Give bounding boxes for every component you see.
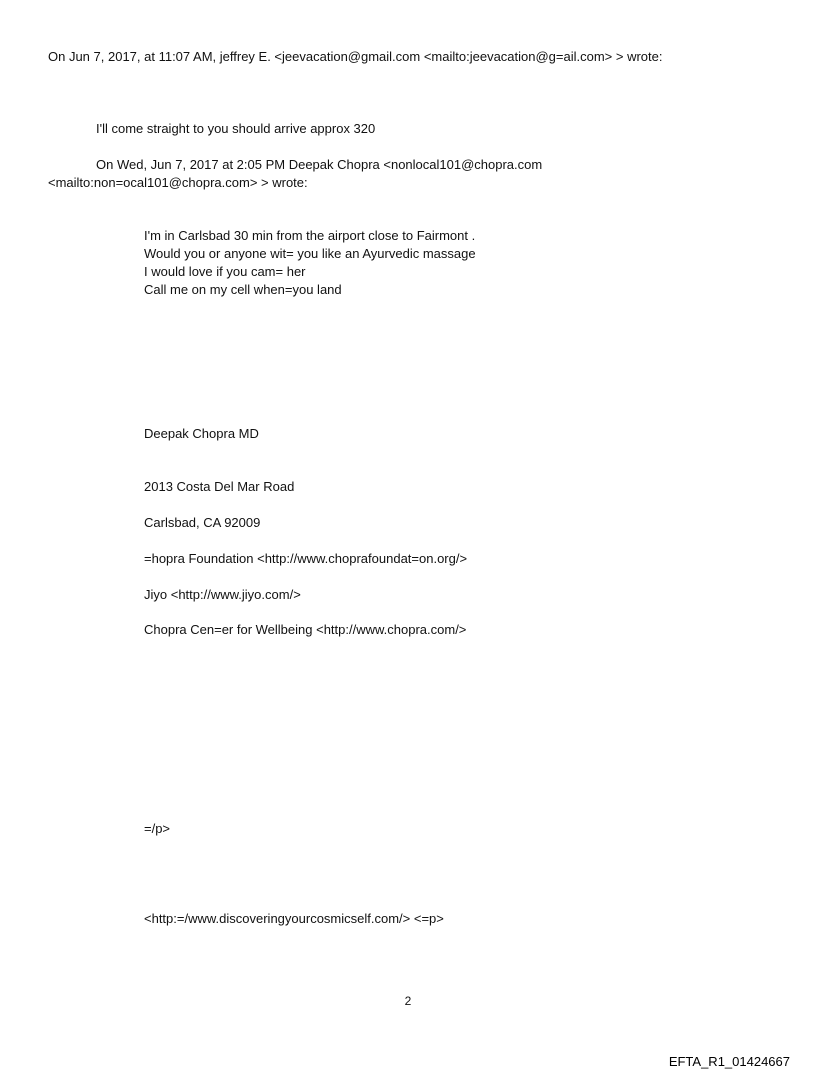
message-line-4: Call me on my cell when=you land xyxy=(144,282,342,297)
page-number: 2 xyxy=(404,994,412,1008)
html-artifact-1: =/p> xyxy=(144,821,171,836)
signature-link-foundation: =hopra Foundation <http://www.choprafoundat=on.org/> xyxy=(144,551,468,566)
html-artifact-2: <http:=/www.discoveringyourcosmicself.com/> <=p> xyxy=(144,911,444,926)
outer-email-header: On Jun 7, 2017, at 11:07 AM, jeffrey E. <jeevacation@gmail.com <mailto:jeevacation@g=ail.com> > wrote: xyxy=(48,49,663,64)
document-id: EFTA_R1_01424667 xyxy=(668,1054,790,1069)
message-line-1: I'm in Carlsbad 30 min from the airport close to Fairmont . xyxy=(144,228,476,243)
message-line-3: I would love if you cam= her xyxy=(144,264,306,279)
signature-link-chopra-center: Chopra Cen=er for Wellbeing <http://www.chopra.com/> xyxy=(144,622,467,637)
signature-link-jiyo: Jiyo <http://www.jiyo.com/> xyxy=(144,587,301,602)
signature-address-line-2: Carlsbad, CA 92009 xyxy=(144,515,261,530)
quoted-header-line-2: <mailto:non=ocal101@chopra.com> > wrote: xyxy=(48,175,308,190)
reply-text: I'll come straight to you should arrive approx 320 xyxy=(96,121,376,136)
signature-name: Deepak Chopra MD xyxy=(144,426,259,441)
signature-address-line-1: 2013 Costa Del Mar Road xyxy=(144,479,295,494)
quoted-header-line-1: On Wed, Jun 7, 2017 at 2:05 PM Deepak Chopra <nonlocal101@chopra.com xyxy=(96,157,543,172)
message-line-2: Would you or anyone wit= you like an Ayurvedic massage xyxy=(144,246,476,261)
